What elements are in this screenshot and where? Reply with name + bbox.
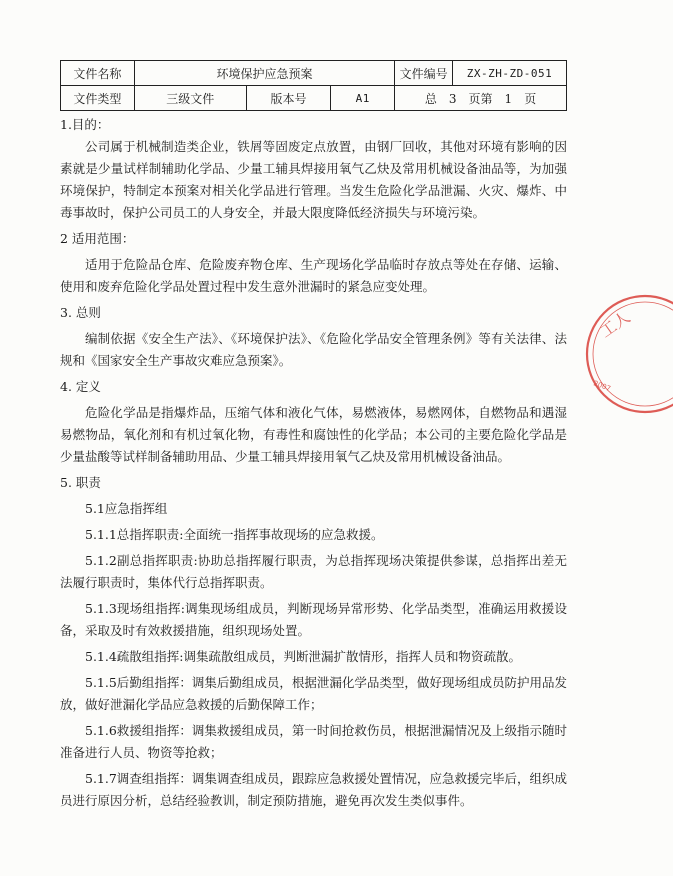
duty-item: 5.1.1总指挥职责:全面统一指挥事故现场的应急救援。 [85, 527, 384, 542]
duty-item: 5.1.6救援组指挥：调集救援组成员，第一时间抢救伤员，根据泄漏情况及上级指示随时准备进行人员、物资等抢救； [60, 723, 567, 760]
duty-item: 5.1.3现场组指挥:调集现场组成员，判断现场异常形势、化学品类型，准确运用救援设备，采取及时有效救援措施，组织现场处置。 [60, 601, 567, 638]
document-body [60, 114, 567, 812]
section-duties-title: 5. 职责 [60, 475, 101, 490]
document-header-table [60, 60, 567, 111]
duty-item: 5.1.4疏散组指挥:调集疏散组成员，判断泄漏扩散情形，指挥人员和物资疏散。 [85, 649, 522, 664]
section-purpose-text: 公司属于机械制造类企业，铁屑等固废定点放置，由钢厂回收，其他对环境有影响的因素就是少量试样制辅助化学品、少量工辅具焊接用氧气乙炔及常用机械设备油品等，为加强环境保护，特制定本预案对相关化学品进行管理。当发生危险化学品泄漏、火灾、爆炸、中毒事故时，保护公司员工的人身安全，并最大限度降低经济损失与环境污染。 [60, 139, 567, 220]
duty-item: 5.1.5后勤组指挥：调集后勤组成员，根据泄漏化学品类型，做好现场组成员防护用品发放，做好泄漏化学品应急救援的后勤保障工作； [60, 675, 567, 712]
section-general-title: 3. 总则 [60, 305, 101, 320]
section-definition-text: 危险化学品是指爆炸品，压缩气体和液化气体，易燃液体，易燃网体，自燃物品和遇湿易燃物品，氧化剂和有机过氧化物，有毒性和腐蚀性的化学品；本公司的主要危险化学品是少量盐酸等试样制备辅助用品、少量工辅具焊接用氧气乙炔及常用机械设备油品。 [60, 405, 567, 464]
duty-item: 5.1.7调查组指挥：调集调查组成员，跟踪应急救援处置情况，应急救援完毕后，组织成员进行原因分析，总结经验教训，制定预防措施，避免再次发生类似事件。 [60, 771, 567, 808]
section-scope-text: 适用于危险品仓库、危险废弃物仓库、生产现场化学品临时存放点等处在存储、运输、使用和废弃危险化学品处置过程中发生意外泄漏时的紧急应变处理。 [60, 257, 567, 294]
duty-item: 5.1.2副总指挥职责:协助总指挥履行职责，为总指挥现场决策提供参谋，总指挥出差无法履行职责时，集体代行总指挥职责。 [60, 553, 567, 590]
file-name-label: 文件名称 [61, 61, 135, 86]
version-label: 版本号 [246, 86, 331, 111]
section-general-text: 编制依据《安全生产法》、《环境保护法》、《危险化学品安全管理条例》等有关法律、法规和《国家安全生产事故灾难应急预案》。 [60, 331, 567, 368]
file-type-label: 文件类型 [61, 86, 135, 111]
file-type-value: 三级文件 [134, 86, 246, 111]
seal-text-1: 工人 [596, 307, 634, 342]
header-row-type [61, 86, 567, 111]
section-purpose-title: 1.目的： [60, 117, 110, 132]
file-code-value: ZX-ZH-ZD-051 [453, 61, 567, 86]
file-name-value: 环境保护应急预案 [134, 61, 394, 86]
section-definition-title: 4. 定义 [60, 379, 101, 394]
page-count: 总 3 页第 1 页 [395, 86, 567, 111]
seal-number: 2007 [592, 379, 612, 393]
company-seal [583, 290, 673, 420]
version-value: A1 [331, 86, 395, 111]
duties-group-title: 5.1应急指挥组 [85, 501, 168, 516]
file-code-label: 文件编号 [395, 61, 453, 86]
header-row-name [61, 61, 567, 86]
section-scope-title: 2 适用范围： [60, 231, 135, 246]
